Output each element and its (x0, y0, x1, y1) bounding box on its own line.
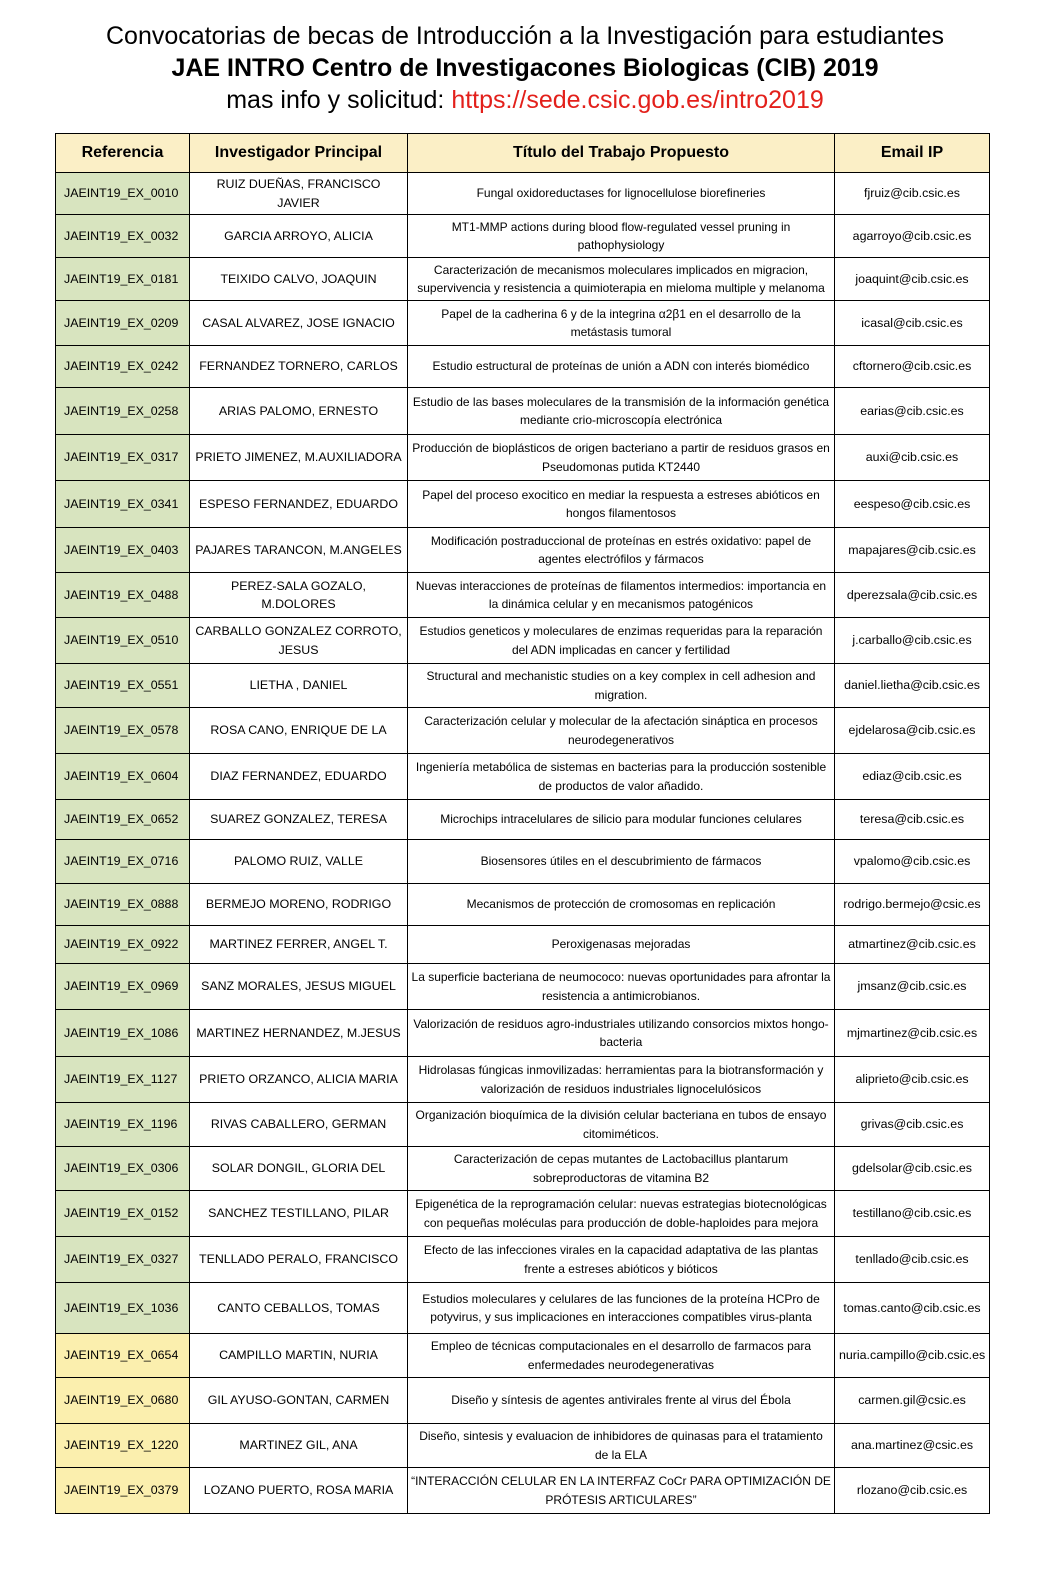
table-row (56, 1057, 990, 1103)
ref-cell: JAEINT19_EX_0680 (56, 1378, 190, 1424)
email-cell: teresa@cib.csic.es (835, 800, 990, 840)
title-cell: Modificación postraduccional de proteínas en estrés oxidativo: papel de agentes electrófilos y fármacos (408, 528, 835, 573)
table-row (56, 840, 990, 884)
title-cell: MT1-MMP actions during blood flow-regulated vessel pruning in pathophysiology (408, 215, 835, 258)
table-row (56, 258, 990, 301)
ref-cell: JAEINT19_EX_0317 (56, 435, 190, 481)
table-body (56, 173, 990, 1514)
email-cell: gdelsolar@cib.csic.es (835, 1147, 990, 1191)
table-row (56, 573, 990, 618)
pi-cell: CAMPILLO MARTIN, NURIA (190, 1334, 408, 1378)
pi-cell: CARBALLO GONZALEZ CORROTO, JESUS (190, 618, 408, 664)
title-cell: Caracterización celular y molecular de la afectación sináptica en procesos neurodegenerativos (408, 708, 835, 754)
header-line-1: Convocatorias de becas de Introducción a la Investigación para estudiantes (105, 22, 945, 50)
table-header-row (56, 134, 990, 173)
ref-cell: JAEINT19_EX_0242 (56, 346, 190, 388)
title-cell: Hidrolasas fúngicas inmovilizadas: herramientas para la biotransformación y valorización de residuos industriales lignocelulósicos (408, 1057, 835, 1103)
pi-cell: FERNANDEZ TORNERO, CARLOS (190, 346, 408, 388)
ref-cell: JAEINT19_EX_1086 (56, 1010, 190, 1057)
table-row (56, 1334, 990, 1378)
pi-cell: GIL AYUSO-GONTAN, CARMEN (190, 1378, 408, 1424)
table-row (56, 481, 990, 528)
ref-cell: JAEINT19_EX_0716 (56, 840, 190, 884)
email-cell: rodrigo.bermejo@csic.es (835, 884, 990, 926)
ref-cell: JAEINT19_EX_0654 (56, 1334, 190, 1378)
email-cell: aliprieto@cib.csic.es (835, 1057, 990, 1103)
title-cell: Producción de bioplásticos de origen bacteriano a partir de residuos grasos en Pseudomonas putida KT2440 (408, 435, 835, 481)
table-row (56, 1237, 990, 1283)
ref-cell: JAEINT19_EX_0258 (56, 388, 190, 435)
email-cell: atmartinez@cib.csic.es (835, 926, 990, 964)
table-row (56, 301, 990, 346)
title-cell: La superficie bacteriana de neumococo: nuevas oportunidades para afrontar la resistencia a antimicrobianos. (408, 964, 835, 1010)
email-cell: rlozano@cib.csic.es (835, 1468, 990, 1514)
header-line-3 (0, 84, 1050, 116)
pi-cell: DIAZ FERNANDEZ, EDUARDO (190, 754, 408, 800)
email-cell: ejdelarosa@cib.csic.es (835, 708, 990, 754)
email-cell: daniel.lietha@cib.csic.es (835, 664, 990, 708)
pi-cell: MARTINEZ GIL, ANA (190, 1424, 408, 1468)
table-row (56, 1424, 990, 1468)
ref-cell: JAEINT19_EX_0888 (56, 884, 190, 926)
email-cell: j.carballo@cib.csic.es (835, 618, 990, 664)
table-row (56, 388, 990, 435)
pi-cell: CANTO CEBALLOS, TOMAS (190, 1283, 408, 1334)
pi-cell: PEREZ-SALA GOZALO, M.DOLORES (190, 573, 408, 618)
table-row (56, 800, 990, 840)
email-cell: eespeso@cib.csic.es (835, 481, 990, 528)
info-link[interactable]: https://sede.csic.gob.es/intro2019 (451, 86, 824, 114)
title-cell: Fungal oxidoreductases for lignocellulose biorefineries (408, 173, 835, 215)
title-cell: Diseño y síntesis de agentes antivirales frente al virus del Ébola (408, 1378, 835, 1424)
title-cell: Microchips intracelulares de silicio para modular funciones celulares (408, 800, 835, 840)
ref-cell: JAEINT19_EX_0922 (56, 926, 190, 964)
title-cell: Efecto de las infecciones virales en la capacidad adaptativa de las plantas frente a estreses abióticos y bióticos (408, 1237, 835, 1283)
document-header (0, 20, 1050, 116)
ref-cell: JAEINT19_EX_0578 (56, 708, 190, 754)
title-cell: Papel de la cadherina 6 y de la integrina α2β1 en el desarrollo de la metástasis tumoral (408, 301, 835, 346)
title-cell: Epigenética de la reprogramación celular: nuevas estrategias biotecnológicas con pequeñas moléculas para producción de doble-haploides para mejora (408, 1191, 835, 1237)
ref-cell: JAEINT19_EX_0604 (56, 754, 190, 800)
email-cell: joaquint@cib.csic.es (835, 258, 990, 301)
email-cell: icasal@cib.csic.es (835, 301, 990, 346)
ref-cell: JAEINT19_EX_0032 (56, 215, 190, 258)
table-row (56, 1378, 990, 1424)
ref-cell: JAEINT19_EX_0209 (56, 301, 190, 346)
ref-cell: JAEINT19_EX_0341 (56, 481, 190, 528)
pi-cell: ROSA CANO, ENRIQUE DE LA (190, 708, 408, 754)
table-row (56, 1147, 990, 1191)
ref-cell: JAEINT19_EX_0327 (56, 1237, 190, 1283)
table-row (56, 664, 990, 708)
title-cell: Valorización de residuos agro-industriales utilizando consorcios mixtos hongo-bacteria (408, 1010, 835, 1057)
table-row (56, 708, 990, 754)
table-row (56, 618, 990, 664)
pi-cell: ARIAS PALOMO, ERNESTO (190, 388, 408, 435)
table-row (56, 346, 990, 388)
title-cell: Estudios geneticos y moleculares de enzimas requeridas para la reparación del ADN implicadas en cancer y fertilidad (408, 618, 835, 664)
ref-cell: JAEINT19_EX_0181 (56, 258, 190, 301)
ref-cell: JAEINT19_EX_1036 (56, 1283, 190, 1334)
pi-cell: LOZANO PUERTO, ROSA MARIA (190, 1468, 408, 1514)
title-cell: Caracterización de cepas mutantes de Lactobacillus plantarum sobreproductoras de vitamina B2 (408, 1147, 835, 1191)
table-row (56, 1191, 990, 1237)
pi-cell: SANZ MORALES, JESUS MIGUEL (190, 964, 408, 1010)
ref-cell: JAEINT19_EX_0488 (56, 573, 190, 618)
email-cell: ediaz@cib.csic.es (835, 754, 990, 800)
pi-cell: PAJARES TARANCON, M.ANGELES (190, 528, 408, 573)
pi-cell: SANCHEZ TESTILLANO, PILAR (190, 1191, 408, 1237)
ref-cell: JAEINT19_EX_0306 (56, 1147, 190, 1191)
pi-cell: PALOMO RUIZ, VALLE (190, 840, 408, 884)
title-cell: Structural and mechanistic studies on a key complex in cell adhesion and migration. (408, 664, 835, 708)
email-cell: agarroyo@cib.csic.es (835, 215, 990, 258)
email-cell: nuria.campillo@cib.csic.es (835, 1334, 990, 1378)
title-cell: Estudios moleculares y celulares de las funciones de la proteína HCPro de potyvirus, y sus implicaciones en interacciones compatibles virus-planta (408, 1283, 835, 1334)
header-investigador: Investigador Principal (190, 134, 408, 173)
pi-cell: PRIETO JIMENEZ, M.AUXILIADORA (190, 435, 408, 481)
email-cell: grivas@cib.csic.es (835, 1103, 990, 1147)
email-cell: carmen.gil@csic.es (835, 1378, 990, 1424)
email-cell: testillano@cib.csic.es (835, 1191, 990, 1237)
email-cell: ana.martinez@csic.es (835, 1424, 990, 1468)
pi-cell: MARTINEZ FERRER, ANGEL T. (190, 926, 408, 964)
ref-cell: JAEINT19_EX_0969 (56, 964, 190, 1010)
table-row (56, 1010, 990, 1057)
title-cell: Peroxigenasas mejoradas (408, 926, 835, 964)
grants-table (55, 133, 990, 1514)
ref-cell: JAEINT19_EX_0152 (56, 1191, 190, 1237)
pi-cell: CASAL ALVAREZ, JOSE IGNACIO (190, 301, 408, 346)
table-row (56, 884, 990, 926)
email-cell: tenllado@cib.csic.es (835, 1237, 990, 1283)
email-cell: mapajares@cib.csic.es (835, 528, 990, 573)
title-cell: Organización bioquímica de la división celular bacteriana en tubos de ensayo citomiméticos. (408, 1103, 835, 1147)
pi-cell: TEIXIDO CALVO, JOAQUIN (190, 258, 408, 301)
pi-cell: ESPESO FERNANDEZ, EDUARDO (190, 481, 408, 528)
pi-cell: GARCIA ARROYO, ALICIA (190, 215, 408, 258)
title-cell: Biosensores útiles en el descubrimiento de fármacos (408, 840, 835, 884)
info-label: mas info y solicitud: (226, 86, 452, 114)
title-cell: Caracterización de mecanismos moleculares implicados en migracion, supervivencia y resistencia a quimioterapia en mieloma multiple y melanoma (408, 258, 835, 301)
header-line-2: JAE INTRO Centro de Investigacones Biologicas (CIB) 2019 (171, 54, 879, 82)
pi-cell: TENLLADO PERALO, FRANCISCO (190, 1237, 408, 1283)
email-cell: cftornero@cib.csic.es (835, 346, 990, 388)
table-row (56, 926, 990, 964)
email-cell: mjmartinez@cib.csic.es (835, 1010, 990, 1057)
email-cell: tomas.canto@cib.csic.es (835, 1283, 990, 1334)
pi-cell: SUAREZ GONZALEZ, TERESA (190, 800, 408, 840)
table-row (56, 1283, 990, 1334)
title-cell: Diseño, sintesis y evaluacion de inhibidores de quinasas para el tratamiento de la ELA (408, 1424, 835, 1468)
email-cell: jmsanz@cib.csic.es (835, 964, 990, 1010)
title-cell: Estudio estructural de proteínas de unión a ADN con interés biomédico (408, 346, 835, 388)
table-row (56, 1468, 990, 1514)
header-referencia: Referencia (56, 134, 190, 173)
header-titulo: Título del Trabajo Propuesto (408, 134, 835, 173)
ref-cell: JAEINT19_EX_0010 (56, 173, 190, 215)
table-row (56, 964, 990, 1010)
title-cell: Ingeniería metabólica de sistemas en bacterias para la producción sostenible de productos de valor añadido. (408, 754, 835, 800)
email-cell: dperezsala@cib.csic.es (835, 573, 990, 618)
header-email: Email IP (835, 134, 990, 173)
table-row (56, 1103, 990, 1147)
ref-cell: JAEINT19_EX_0403 (56, 528, 190, 573)
title-cell: Estudio de las bases moleculares de la transmisión de la información genética mediante crio-microscopía electrónica (408, 388, 835, 435)
title-cell: Papel del proceso exocitico en mediar la respuesta a estreses abióticos en hongos filamentosos (408, 481, 835, 528)
title-cell: “INTERACCIÓN CELULAR EN LA INTERFAZ CoCr PARA OPTIMIZACIÓN DE PRÓTESIS ARTICULARES” (408, 1468, 835, 1514)
title-cell: Mecanismos de protección de cromosomas en replicación (408, 884, 835, 926)
ref-cell: JAEINT19_EX_0510 (56, 618, 190, 664)
pi-cell: PRIETO ORZANCO, ALICIA MARIA (190, 1057, 408, 1103)
email-cell: auxi@cib.csic.es (835, 435, 990, 481)
pi-cell: LIETHA , DANIEL (190, 664, 408, 708)
ref-cell: JAEINT19_EX_1127 (56, 1057, 190, 1103)
title-cell: Empleo de técnicas computacionales en el desarrollo de farmacos para enfermedades neurodegenerativas (408, 1334, 835, 1378)
pi-cell: SOLAR DONGIL, GLORIA DEL (190, 1147, 408, 1191)
pi-cell: RUIZ DUEÑAS, FRANCISCO JAVIER (190, 173, 408, 215)
ref-cell: JAEINT19_EX_0551 (56, 664, 190, 708)
table-row (56, 754, 990, 800)
pi-cell: BERMEJO MORENO, RODRIGO (190, 884, 408, 926)
table-row (56, 215, 990, 258)
email-cell: fjruiz@cib.csic.es (835, 173, 990, 215)
ref-cell: JAEINT19_EX_0652 (56, 800, 190, 840)
ref-cell: JAEINT19_EX_1196 (56, 1103, 190, 1147)
pi-cell: MARTINEZ HERNANDEZ, M.JESUS (190, 1010, 408, 1057)
email-cell: vpalomo@cib.csic.es (835, 840, 990, 884)
pi-cell: RIVAS CABALLERO, GERMAN (190, 1103, 408, 1147)
table-row (56, 435, 990, 481)
table-row (56, 528, 990, 573)
ref-cell: JAEINT19_EX_1220 (56, 1424, 190, 1468)
table-row (56, 173, 990, 215)
email-cell: earias@cib.csic.es (835, 388, 990, 435)
title-cell: Nuevas interacciones de proteínas de filamentos intermedios: importancia en la dinámica celular y en mecanismos patogénicos (408, 573, 835, 618)
ref-cell: JAEINT19_EX_0379 (56, 1468, 190, 1514)
